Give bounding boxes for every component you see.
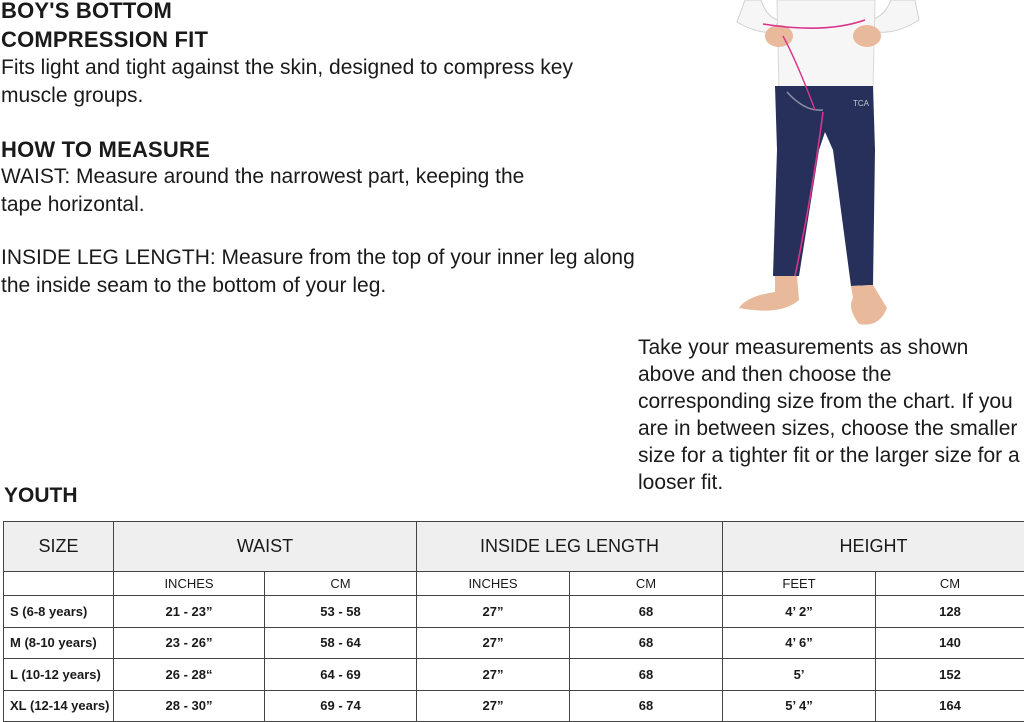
table-subheader-row — [4, 572, 1024, 596]
subheader-height-feet: FEET — [723, 572, 876, 596]
waist-cm-cell: 69 - 74 — [265, 690, 417, 722]
size-cell: L (10-12 years) — [4, 659, 114, 691]
leg-cm-cell: 68 — [570, 627, 723, 659]
waist-cm-cell: 58 - 64 — [265, 627, 417, 659]
boy-in-compression-pants-illustration — [727, 0, 927, 330]
leg-inches-cell: 27” — [417, 596, 570, 628]
size-cell: XL (12-14 years) — [4, 690, 114, 722]
height-cm-cell: 152 — [876, 659, 1024, 691]
leg-cm-cell: 68 — [570, 659, 723, 691]
table-row — [4, 627, 1024, 659]
table-row — [4, 659, 1024, 691]
inside-leg-instructions: INSIDE LEG LENGTH: Measure from the top of your inner leg along the inside seam to the bottom of your leg. — [1, 246, 635, 297]
subheader-waist-cm: CM — [265, 572, 417, 596]
leg-inches-cell: 27” — [417, 659, 570, 691]
page-title-line-1: BOY'S BOTTOM — [1, 0, 173, 23]
brand-logo: TCA — [853, 99, 869, 108]
table-header-row — [4, 522, 1024, 572]
subheader-empty — [4, 572, 114, 596]
waist-inches-cell: 28 - 30” — [114, 690, 265, 722]
sizing-note: Take your measurements as shown above and then choose the corresponding size from the chart. If you are in between sizes, choose the smaller size for a tighter fit or the larger size for a looser fit. — [638, 336, 1020, 494]
size-chart-table — [3, 521, 1024, 722]
model-figure — [727, 0, 927, 330]
header-size: SIZE — [4, 522, 114, 572]
waist-inches-cell: 26 - 28“ — [114, 659, 265, 691]
waist-instructions: WAIST: Measure around the narrowest part, keeping the tape horizontal. — [1, 165, 525, 216]
height-feet-cell: 4’ 6” — [723, 627, 876, 659]
page-title-line-2: COMPRESSION FIT — [1, 27, 209, 52]
subheader-leg-cm: CM — [570, 572, 723, 596]
leg-inches-cell: 27” — [417, 690, 570, 722]
header-waist: WAIST — [114, 522, 417, 572]
how-to-measure-heading: HOW TO MEASURE — [1, 137, 210, 162]
table-row — [4, 596, 1024, 628]
leg-inches-cell: 27” — [417, 627, 570, 659]
size-cell: M (8-10 years) — [4, 627, 114, 659]
height-feet-cell: 5’ 4” — [723, 690, 876, 722]
header-height: HEIGHT — [723, 522, 1024, 572]
table-row — [4, 690, 1024, 722]
height-feet-cell: 4’ 2” — [723, 596, 876, 628]
waist-inches-cell: 21 - 23” — [114, 596, 265, 628]
subheader-leg-inches: INCHES — [417, 572, 570, 596]
height-cm-cell: 128 — [876, 596, 1024, 628]
waist-cm-cell: 53 - 58 — [265, 596, 417, 628]
leg-cm-cell: 68 — [570, 596, 723, 628]
youth-label: YOUTH — [4, 484, 78, 507]
size-cell: S (6-8 years) — [4, 596, 114, 628]
subheader-height-cm: CM — [876, 572, 1024, 596]
waist-inches-cell: 23 - 26” — [114, 627, 265, 659]
leg-cm-cell: 68 — [570, 690, 723, 722]
height-cm-cell: 140 — [876, 627, 1024, 659]
fit-description: Fits light and tight against the skin, designed to compress key muscle groups. — [1, 56, 573, 107]
header-inside-leg: INSIDE LEG LENGTH — [417, 522, 723, 572]
waist-cm-cell: 64 - 69 — [265, 659, 417, 691]
subheader-waist-inches: INCHES — [114, 572, 265, 596]
height-feet-cell: 5’ — [723, 659, 876, 691]
height-cm-cell: 164 — [876, 690, 1024, 722]
